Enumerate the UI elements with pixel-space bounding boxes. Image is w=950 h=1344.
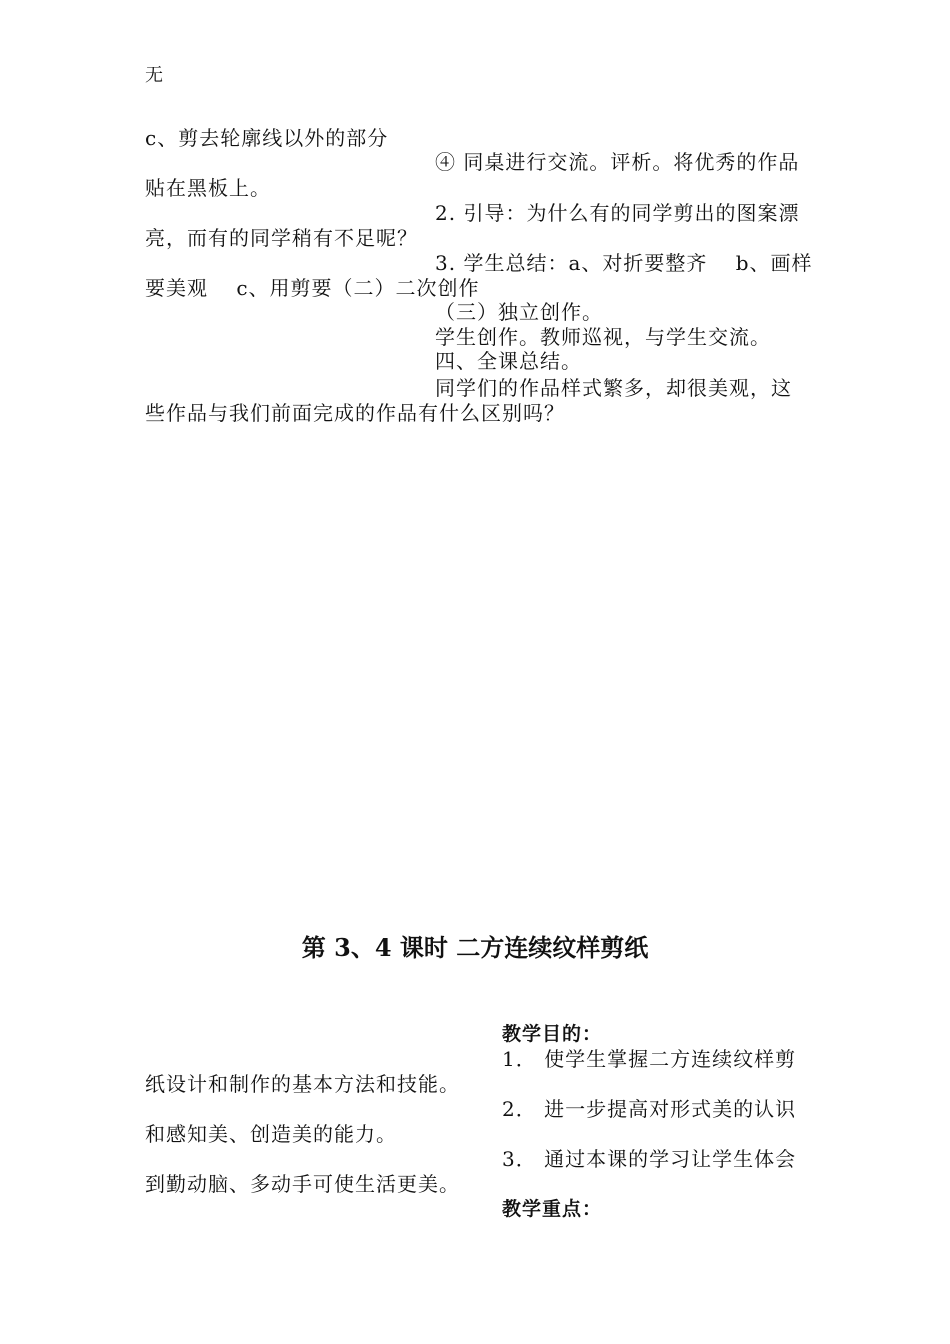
goal-3-line-2: 到勤动脑、多动手可使生活更美。 — [145, 1172, 460, 1196]
text-line: 些作品与我们前面完成的作品有什么区别吗？ — [145, 401, 565, 425]
goal-2-line-1: 2． 进一步提高对形式美的认识 — [502, 1097, 797, 1121]
text-line: 要美观 c、用剪要（二）二次创作 — [145, 276, 480, 300]
goal-3-line-1: 3． 通过本课的学习让学生体会 — [502, 1147, 797, 1171]
text-line: 亮，而有的同学稍有不足呢？ — [145, 226, 418, 250]
text-line: 无 — [145, 65, 164, 86]
goal-2-line-2: 和感知美、创造美的能力。 — [145, 1122, 397, 1146]
text-line: 四、全课总结。 — [435, 349, 582, 373]
text-line: 学生创作。教师巡视，与学生交流。 — [435, 325, 771, 349]
text-line: 3. 学生总结：a、对折要整齐 b、画样 — [435, 251, 813, 275]
text-line: 2. 引导：为什么有的同学剪出的图案漂 — [435, 201, 800, 225]
key-points-heading: 教学重点： — [502, 1198, 603, 1220]
text-line: ④ 同桌进行交流。评析。将优秀的作品 — [435, 150, 800, 174]
lesson-title: 第 3、4 课时 二方连续纹样剪纸 — [301, 933, 649, 962]
text-line: （三）独立创作。 — [435, 300, 603, 324]
text-line: 贴在黑板上。 — [145, 176, 271, 200]
text-line: c、剪去轮廓线以外的部分 — [145, 126, 389, 150]
text-line: 同学们的作品样式繁多，却很美观，这 — [435, 376, 792, 400]
goal-1-line-2: 纸设计和制作的基本方法和技能。 — [145, 1072, 460, 1096]
goals-heading: 教学目的： — [502, 1023, 603, 1045]
goal-1-line-1: 1． 使学生掌握二方连续纹样剪 — [502, 1047, 797, 1071]
